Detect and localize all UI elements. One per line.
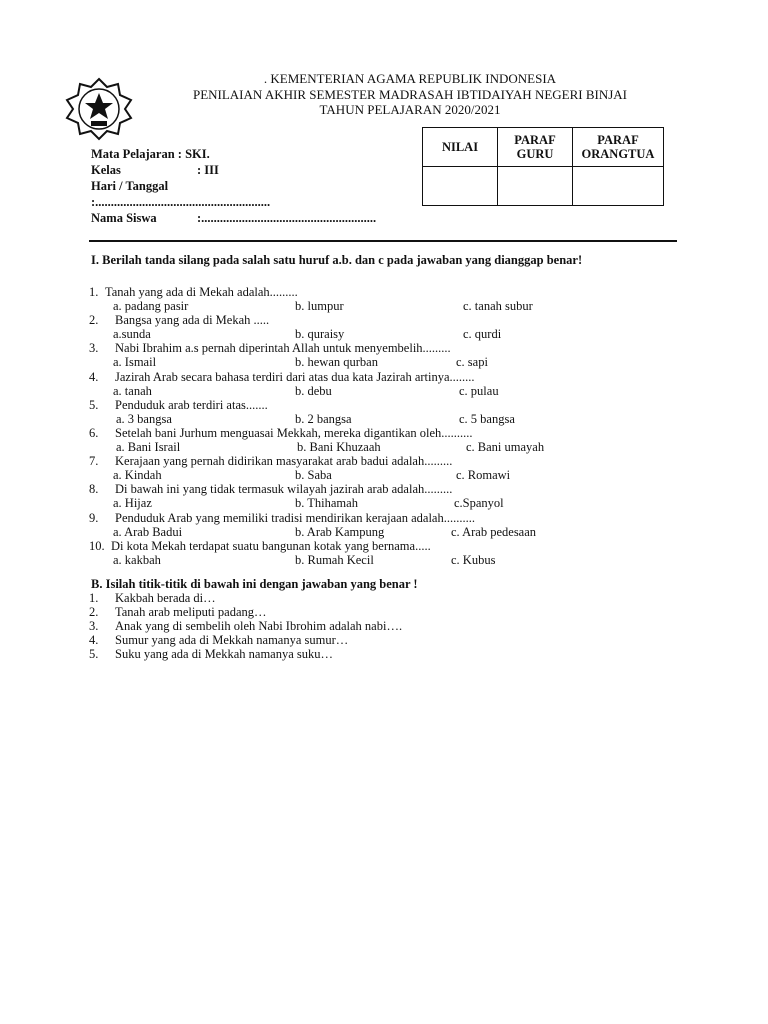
fill-in-row: [89, 633, 689, 647]
option-a[interactable]: a. Arab Badui: [113, 524, 183, 539]
score-signature-table: [422, 127, 664, 206]
question-text: Tanah yang ada di Mekah adalah.........: [105, 285, 298, 299]
option-b[interactable]: b. lumpur: [295, 299, 344, 314]
question-number: 3.: [89, 619, 99, 634]
option-c[interactable]: c. qurdi: [463, 327, 502, 342]
class-line: [91, 162, 219, 178]
question-row: [89, 539, 689, 553]
option-a[interactable]: a. Ismail: [113, 355, 157, 370]
fill-in-row: [89, 591, 689, 605]
option-c[interactable]: c. sapi: [456, 355, 488, 370]
option-b[interactable]: b. Saba: [295, 468, 332, 483]
paraf-orangtua-header: PARAF ORANGTUA: [573, 128, 664, 167]
option-a[interactable]: a. kakbah: [113, 552, 161, 567]
option-b[interactable]: b. Arab Kampung: [295, 524, 385, 539]
question-number: 3.: [89, 341, 99, 356]
nilai-cell[interactable]: [423, 167, 498, 206]
option-b[interactable]: b. debu: [295, 383, 332, 398]
header-ministry: . KEMENTERIAN AGAMA REPUBLIK INDONESIA: [263, 71, 557, 86]
option-c[interactable]: c. Arab pedesaan: [451, 524, 537, 539]
question-row: [89, 313, 689, 327]
name-label: Nama Siswa: [91, 211, 157, 225]
question-row: [89, 454, 689, 468]
option-c[interactable]: c.Spanyol: [454, 496, 504, 511]
question-text[interactable]: Kakbah berada di…: [115, 591, 216, 605]
option-b[interactable]: b. Thihamah: [295, 496, 358, 511]
question-row: [89, 370, 689, 384]
question-number: 7.: [89, 454, 99, 469]
header-academic-year: TAHUN PELAJARAN 2020/2021: [319, 102, 501, 117]
header-divider: [89, 240, 677, 242]
options-row: [89, 327, 689, 341]
question-number: 8.: [89, 482, 99, 497]
question-text: Jazirah Arab secara bahasa terdiri dari atas dua kata Jazirah artinya........: [115, 369, 475, 384]
options-row: [89, 355, 689, 369]
date-field[interactable]: :........................................................: [91, 195, 271, 209]
options-row: [89, 553, 689, 567]
question-row: [89, 511, 689, 525]
section-b-questions: [89, 591, 689, 661]
options-row: [89, 496, 689, 510]
options-row: [89, 525, 689, 539]
question-number: 1.: [89, 591, 99, 605]
section-a-questions: [89, 285, 689, 567]
option-a[interactable]: a.sunda: [113, 327, 151, 342]
question-row: [89, 482, 689, 496]
option-a[interactable]: a. Kindah: [113, 468, 162, 483]
header-exam-title: PENILAIAN AKHIR SEMESTER MADRASAH IBTIDAIYAH NEGERI BINJAI: [192, 87, 628, 102]
question-number: 1.: [89, 285, 99, 299]
option-c[interactable]: c. Bani umayah: [466, 440, 545, 455]
subject-line: Mata Pelajaran : SKI.: [91, 147, 210, 161]
class-value: : III: [197, 163, 219, 177]
question-number: 4.: [89, 633, 99, 648]
question-row: [89, 285, 689, 299]
question-text[interactable]: Tanah arab meliputi padang…: [115, 605, 267, 620]
question-number: 10.: [89, 538, 105, 553]
question-number: 2.: [89, 313, 99, 328]
fill-in-row: [89, 619, 689, 633]
name-field[interactable]: :........................................................: [197, 211, 377, 225]
option-c[interactable]: c. tanah subur: [463, 299, 533, 314]
question-text: Di bawah ini yang tidak termasuk wilayah jazirah arab adalah.........: [115, 482, 453, 497]
question-text: Nabi Ibrahim a.s pernah diperintah Allah untuk menyembelih.........: [115, 341, 451, 356]
option-a[interactable]: a. padang pasir: [113, 299, 189, 314]
options-row: [89, 384, 689, 398]
option-b[interactable]: b. quraisy: [295, 327, 345, 342]
paraf-orangtua-cell[interactable]: [573, 167, 664, 206]
option-c[interactable]: c. Kubus: [451, 552, 496, 567]
option-a[interactable]: a. tanah: [113, 383, 152, 398]
nilai-header: NILAI: [423, 128, 498, 167]
ministry-of-religion-emblem: [64, 77, 134, 141]
options-row: [89, 412, 689, 426]
question-text[interactable]: Sumur yang ada di Mekkah namanya sumur…: [115, 633, 349, 648]
option-b[interactable]: b. 2 bangsa: [295, 411, 352, 426]
question-text: Setelah bani Jurhum menguasai Mekkah, mereka digantikan oleh..........: [115, 425, 473, 440]
option-c[interactable]: c. pulau: [459, 383, 499, 398]
option-b[interactable]: b. hewan qurban: [295, 355, 378, 370]
question-text[interactable]: Suku yang ada di Mekkah namanya suku…: [115, 647, 334, 662]
paraf-guru-header: PARAF GURU: [498, 128, 573, 167]
option-c[interactable]: c. 5 bangsa: [459, 411, 515, 426]
question-text[interactable]: Anak yang di sembelih oleh Nabi Ibrohim adalah nabi….: [115, 619, 403, 634]
name-line: [91, 210, 376, 226]
question-number: 4.: [89, 369, 99, 384]
paraf-guru-cell[interactable]: [498, 167, 573, 206]
option-a[interactable]: a. Hijaz: [113, 496, 152, 511]
options-row: [89, 299, 689, 313]
question-number: 9.: [89, 510, 99, 525]
date-label: Hari / Tanggal: [91, 179, 169, 193]
section-b-instruction: B. Isilah titik-titik di bawah ini dengan jawaban yang benar !: [91, 577, 418, 591]
section-a-instruction: I. Berilah tanda silang pada salah satu huruf a.b. dan c pada jawaban yang dianggap benar!: [91, 253, 583, 267]
option-b[interactable]: b. Bani Khuzaah: [297, 440, 381, 455]
options-row: [89, 440, 689, 454]
question-number: 6.: [89, 425, 99, 440]
option-a[interactable]: a. Bani Israil: [116, 440, 181, 455]
option-a[interactable]: a. 3 bangsa: [116, 411, 172, 426]
question-text: Kerajaan yang pernah didirikan masyarakat arab badui adalah.........: [115, 454, 453, 469]
question-number: 2.: [89, 605, 99, 620]
question-row: [89, 341, 689, 355]
question-text: Di kota Mekah terdapat suatu bangunan kotak yang bernama.....: [111, 538, 431, 553]
question-row: [89, 426, 689, 440]
question-number: 5.: [89, 397, 99, 412]
question-text: Bangsa yang ada di Mekah .....: [115, 313, 270, 328]
question-row: [89, 398, 689, 412]
question-number: 5.: [89, 647, 99, 662]
option-c[interactable]: c. Romawi: [456, 468, 511, 483]
option-b[interactable]: b. Rumah Kecil: [295, 552, 374, 567]
fill-in-row: [89, 647, 689, 661]
options-row: [89, 468, 689, 482]
question-text: Penduduk arab terdiri atas.......: [115, 397, 268, 412]
fill-in-row: [89, 605, 689, 619]
question-text: Penduduk Arab yang memiliki tradisi mendirikan kerajaan adalah..........: [115, 510, 475, 525]
class-label: Kelas: [91, 163, 121, 177]
